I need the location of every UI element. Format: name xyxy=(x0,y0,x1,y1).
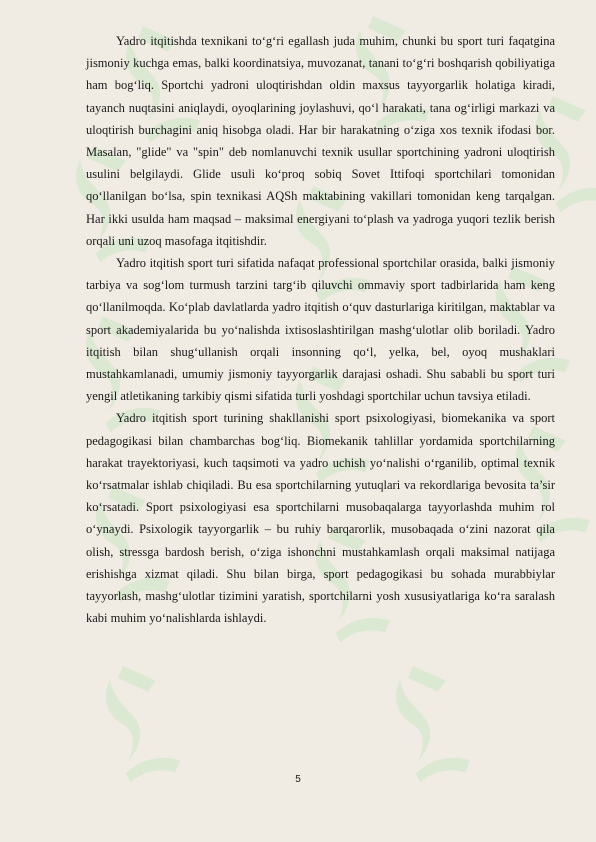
page-number: 5 xyxy=(295,774,301,785)
paragraph-1: Yadro itqitishda texnikani to‘g‘ri egallash juda muhim, chunki bu sport turi faqatgina jismoniy kuchga emas, balki koordinatsiya, muvozanat, tanani to‘g‘ri boshqarish qobiliyatiga ham bog‘liq. Sportchi yadroni uloqtirishdan oldin maxsus tayyorgarlik holatiga kiradi, tayanch nuqtasini aniqlaydi, oyoqlarining joylashuvi, qo‘l harakati, tana og‘irligi markazi va uloqtirish burchagini aniq hisobga oladi. Har bir harakatning o‘ziga xos texnik ifodasi bor. Masalan, "glide" va "spin" deb nomlanuvchi texnik usullar sportchining yadroni uloqtirish usulini belgilaydi. Glide usuli ko‘proq sobiq Sovet Ittifoqi sportchilari tomonidan qo‘llanilgan bo‘lsa, spin texnikasi AQSh maktabining vakillari tomonidan keng tarqalgan. Har ikki usulda ham maqsad – maksimal energiyani to‘plash va yadroga yuqori tezlik berish orqali uni uzoq masofaga itqitishdir. xyxy=(86,34,555,248)
paragraph-2: Yadro itqitish sport turi sifatida nafaqat professional sportchilar orasida, balki jismoniy tarbiya va sog‘lom turmush tarzini targ‘ib qiluvchi ommaviy sport tadbirlarida ham keng qo‘llanilmoqda. Ko‘plab davlatlarda yadro itqitish o‘quv dasturlariga kiritilgan, maktablar va sport akademiyalarida bu yo‘nalishda ixtisoslashtirilgan mashg‘ulotlar olib boriladi. Yadro itqitish bilan shug‘ullanish orqali insonning qo‘l, yelka, bel, oyoq mushaklari mustahkamlanadi, umumiy jismoniy tayyorgarlik darajasi oshadi. Shu sababli bu sport turi yengil atletikaning tarkibiy qismi sifatida turli yoshdagi sportchilar uchun tavsiya etiladi. xyxy=(86,256,555,404)
paragraph-3: Yadro itqitish sport turining shakllanishi sport psixologiyasi, biomekanika va sport pedagogikasi bilan chambarchas bog‘liq. Biomekanik tahlillar yordamida sportchilarning harakat trayektoriyasi, kuch taqsimoti va yadro uchish yo‘nalishi o‘rganilib, optimal texnik ko‘rsatmalar ishlab chiqiladi. Bu esa sportchilarning yutuqlari va rekordlariga bevosita ta’sir ko‘rsatadi. Sport psixologiyasi esa sportchilarni musobaqalarga tayyorlashda muhim rol o‘ynaydi. Psixologik tayyorgarlik – bu ruhiy barqarorlik, musobaqada o‘zini nazorat qila olish, stressga bardosh berish, o‘ziga ishonchni mustahkamlash orqali maksimal natijaga erishishga xizmat qiladi. Shu bilan birga, sport pedagogikasi bu sohada murabbiylar tayyorlash, mashg‘ulotlar tizimini yaratish, sportchilarni yosh xususiyatlariga ko‘ra saralash kabi muhim yo‘nalishlarda ishlaydi. xyxy=(86,411,555,626)
document-body xyxy=(86,30,555,629)
